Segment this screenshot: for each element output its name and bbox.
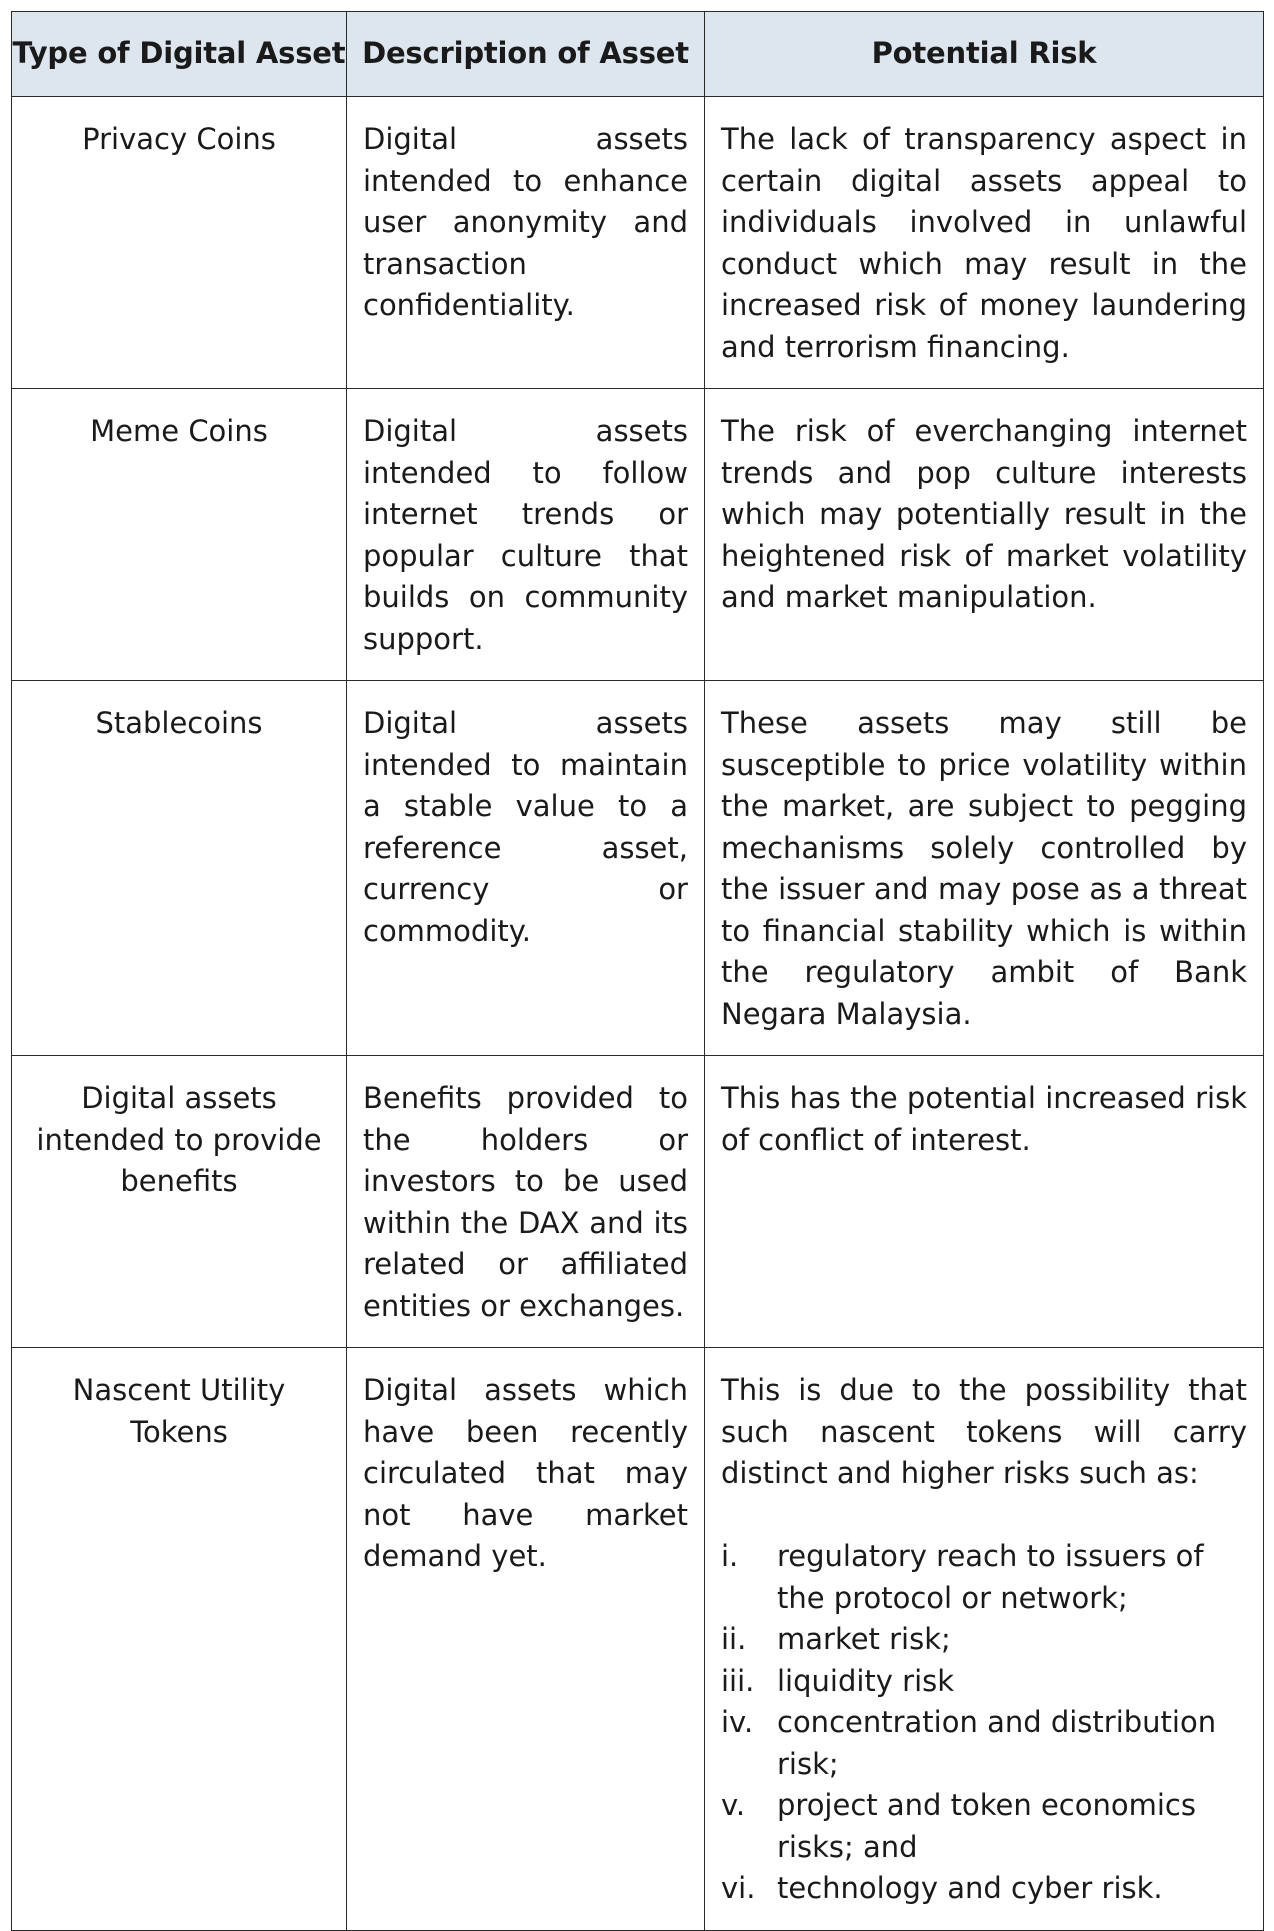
risk-list xyxy=(721,1536,1247,1910)
risk-list-item xyxy=(721,1536,1247,1619)
list-item-text: market risk; xyxy=(777,1622,951,1656)
asset-type-cell: Stablecoins xyxy=(12,681,347,1056)
list-numeral: ii. xyxy=(721,1622,747,1656)
asset-type-cell: Privacy Coins xyxy=(12,97,347,389)
list-item-text: regulatory reach to issuers of the protocol or network; xyxy=(777,1539,1204,1615)
risk-list-item xyxy=(721,1868,1247,1910)
asset-description-cell: Benefits provided to the holders or investors to be used within the DAX and its related or affiliated entities or exchanges. xyxy=(347,1056,705,1348)
table-row xyxy=(12,389,1264,681)
asset-type-cell: Nascent Utility Tokens xyxy=(12,1348,347,1931)
asset-description-cell: Digital assets intended to enhance user anonymity and transaction confidentiality. xyxy=(347,97,705,389)
table-row xyxy=(12,1056,1264,1348)
list-item-text: concentration and distribution risk; xyxy=(777,1705,1217,1781)
list-numeral: v. xyxy=(721,1788,746,1822)
potential-risk-cell: The risk of everchanging internet trends and pop culture interests which may potentially result in the heightened risk of market volatility and market manipulation. xyxy=(705,389,1264,681)
asset-description-cell: Digital assets intended to maintain a stable value to a reference asset, currency or commodity. xyxy=(347,681,705,1056)
list-item-text: project and token economics risks; and xyxy=(777,1788,1196,1864)
header-description-of-asset: Description of Asset xyxy=(347,12,705,97)
header-type-of-digital-asset: Type of Digital Asset xyxy=(12,12,347,97)
asset-type-cell: Digital assets intended to provide benefits xyxy=(12,1056,347,1348)
list-numeral: vi. xyxy=(721,1871,756,1905)
list-numeral: iv. xyxy=(721,1705,754,1739)
risk-intro-text: This is due to the possibility that such nascent tokens will carry distinct and higher risks such as: xyxy=(721,1373,1247,1490)
potential-risk-cell xyxy=(705,1348,1264,1931)
digital-asset-risk-table xyxy=(11,11,1264,1931)
table-row xyxy=(12,1348,1264,1931)
risk-list-item xyxy=(721,1785,1247,1868)
table-row xyxy=(12,681,1264,1056)
potential-risk-cell: The lack of transparency aspect in certain digital assets appeal to individuals involved in unlawful conduct which may result in the increased risk of money laundering and terrorism financing. xyxy=(705,97,1264,389)
list-item-text: liquidity risk xyxy=(777,1663,955,1698)
header-row xyxy=(12,12,1264,97)
list-item-text: technology and cyber risk. xyxy=(777,1871,1163,1905)
asset-description-cell: Digital assets intended to follow internet trends or popular culture that builds on community support. xyxy=(347,389,705,681)
list-numeral: iii. xyxy=(721,1663,755,1698)
potential-risk-cell: These assets may still be susceptible to price volatility within the market, are subject to pegging mechanisms solely controlled by the issuer and may pose as a threat to financial stability which is within the regulatory ambit of Bank Negara Malaysia. xyxy=(705,681,1264,1056)
header-potential-risk: Potential Risk xyxy=(705,12,1264,97)
potential-risk-cell: This has the potential increased risk of conflict of interest. xyxy=(705,1056,1264,1348)
risk-list-item xyxy=(721,1702,1247,1785)
asset-type-cell: Meme Coins xyxy=(12,389,347,681)
risk-list-item xyxy=(721,1661,1247,1703)
risk-list-item xyxy=(721,1619,1247,1661)
table-row xyxy=(12,97,1264,389)
asset-description-cell: Digital assets which have been recently circulated that may not have market demand yet. xyxy=(347,1348,705,1931)
list-numeral: i. xyxy=(721,1539,739,1573)
